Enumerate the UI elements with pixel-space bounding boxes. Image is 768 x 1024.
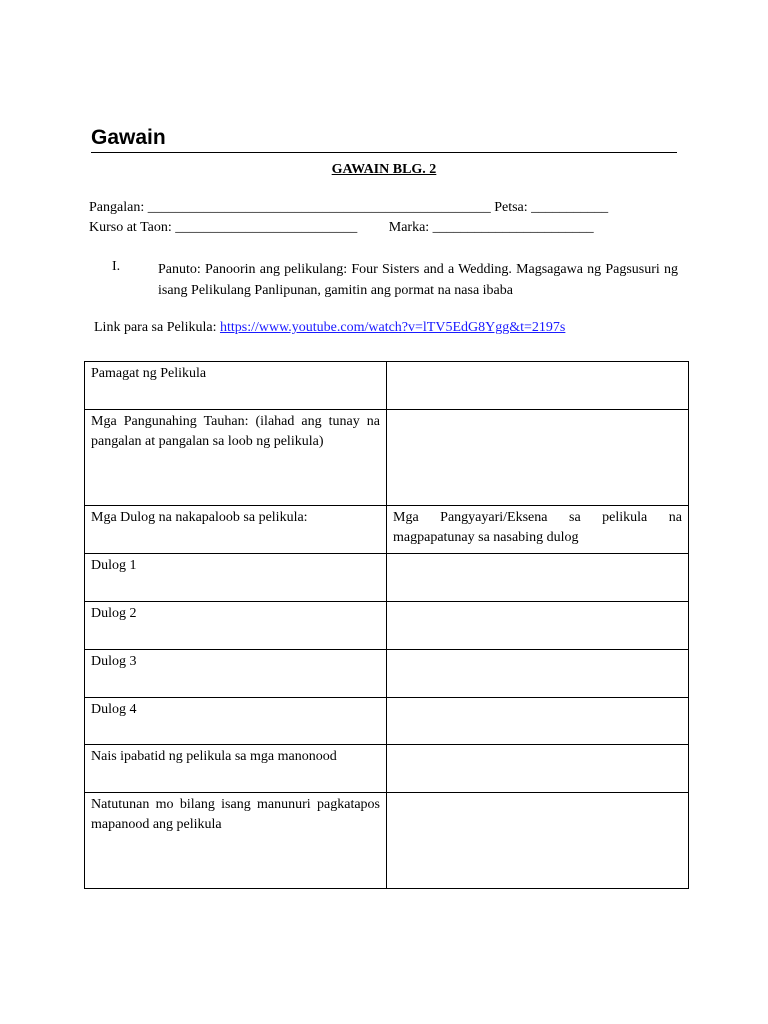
table-cell-answer[interactable]	[387, 554, 689, 602]
table-cell-answer[interactable]	[387, 698, 689, 745]
table-cell-label: Mga Pangunahing Tauhan: (ilahad ang tunay na pangalan at pangalan sa loob ng pelikula)	[85, 410, 387, 506]
table-cell-label: Natutunan mo bilang isang manunuri pagkatapos mapanood ang pelikula	[85, 793, 387, 889]
table-row	[85, 698, 689, 745]
movie-link[interactable]: https://www.youtube.com/watch?v=lTV5EdG8Ygg&t=2197s	[219, 320, 566, 335]
table-row	[85, 554, 689, 602]
table-cell-answer[interactable]	[387, 362, 689, 410]
course-grade-field-line[interactable]: Kurso at Taon: __________________________ Marka: _______________________	[89, 220, 594, 235]
table-cell-label: Mga Dulog na nakapaloob sa pelikula:	[85, 506, 387, 554]
table-row	[85, 362, 689, 410]
instruction-number: I.	[112, 259, 121, 274]
table-cell-answer[interactable]	[387, 793, 689, 889]
table-cell-label: Nais ipabatid ng pelikula sa mga manonood	[85, 745, 387, 793]
table-row	[85, 793, 689, 889]
table-row	[85, 650, 689, 698]
name-date-field-line[interactable]: Pangalan: _________________________________________________ Petsa: ___________	[89, 200, 609, 215]
table-row	[85, 410, 689, 506]
table-row	[85, 602, 689, 650]
document-title: GAWAIN BLG. 2	[331, 162, 437, 177]
table-row	[85, 745, 689, 793]
table-cell-label: Dulog 4	[85, 698, 387, 745]
table-cell-label: Dulog 3	[85, 650, 387, 698]
movie-link-line	[94, 320, 565, 336]
table-cell-answer[interactable]	[387, 745, 689, 793]
movie-link-label: Link para sa Pelikula:	[94, 320, 217, 335]
analysis-table	[84, 361, 689, 889]
table-row	[85, 506, 689, 554]
instruction-text: Panuto: Panoorin ang pelikulang: Four Sisters and a Wedding. Magsagawa ng Pagsusuri ng isang Pelikulang Panlipunan, gamitin ang pormat na nasa ibaba	[158, 262, 678, 298]
table-cell-label: Dulog 1	[85, 554, 387, 602]
table-cell-answer[interactable]	[387, 602, 689, 650]
table-cell-label: Pamagat ng Pelikula	[85, 362, 387, 410]
table-cell-header: Mga Pangyayari/Eksena sa pelikula na magpapatunay sa nasabing dulog	[387, 506, 689, 554]
table-cell-answer[interactable]	[387, 650, 689, 698]
table-cell-answer[interactable]	[387, 410, 689, 506]
page-heading: Gawain	[91, 125, 677, 153]
table-cell-label: Dulog 2	[85, 602, 387, 650]
